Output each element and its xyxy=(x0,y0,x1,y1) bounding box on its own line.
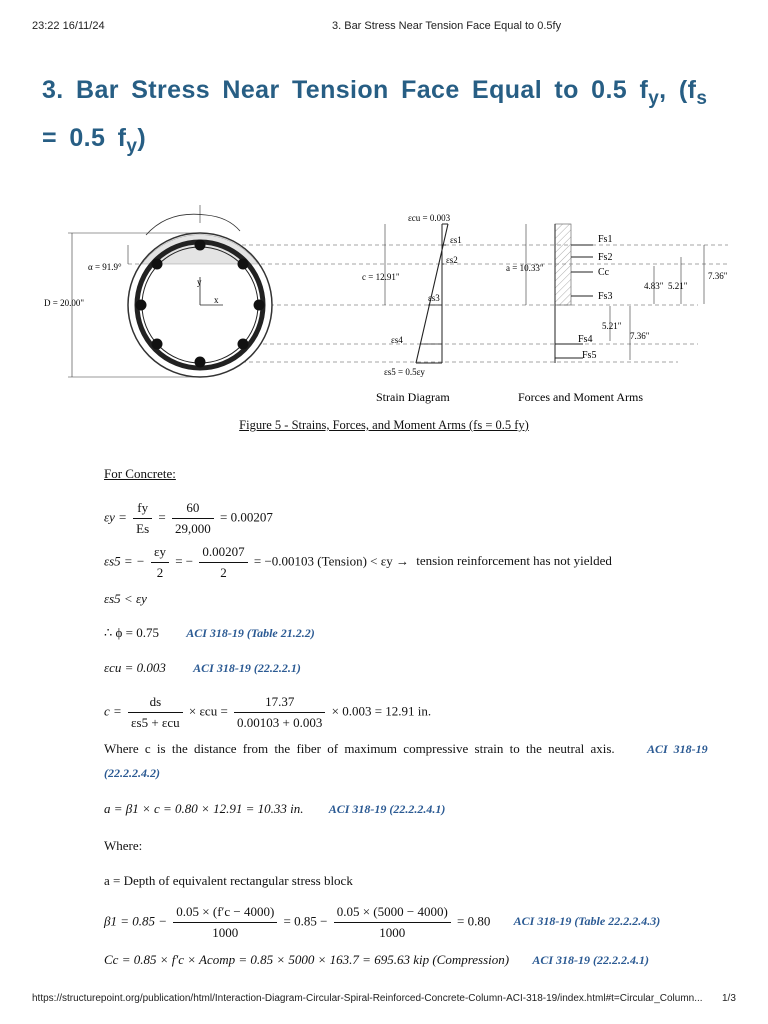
a-definition: a = Depth of equivalent rectangular stress block xyxy=(104,873,353,888)
equation-epsilon-y: εy = $\frac{fy}{Es}$ = $\frac{60}{29,000}$ = 0.00207 xyxy=(104,500,273,536)
fs3-label: Fs3 xyxy=(598,291,613,302)
equation-epsilon-s5: εs5 = − $\frac{\varepsilon y}{2}$ = − $\frac{0.00207}{2}$ = −0.00103 (Tension) < εy → tension reinforcement has not yielded xyxy=(104,544,612,580)
equation-cc: Cc = 0.85 × f′c × Acomp = 0.85 × 5000 × 163.7 = 695.63 kip (Compression) ACI 318-19 (22.2.2.4.1) xyxy=(104,952,650,967)
x-axis-label: x xyxy=(214,295,219,305)
alpha-label: α = 91.9° xyxy=(88,262,122,272)
reference-aci-318-19: ACI 318-19 xyxy=(646,742,708,756)
reference-22-2-2-1: ACI 318-19 (22.2.2.1) xyxy=(193,661,301,675)
equation-beta1: β1 = 0.85 − $\frac{0.05 \times (f'c - 4000)}{1000}$ = 0.85 − $\frac{0.05 \times (5000 - 4000)}{1000}$ = 0.80 ACI 318-19 (Table 22.2.2.4.3) xyxy=(104,904,661,940)
strain-diagram-label: Strain Diagram xyxy=(376,390,450,404)
reference-22-2-2-4-1: ACI 318-19 (22.2.2.4.1) xyxy=(328,802,446,816)
diameter-label: D = 20.00" xyxy=(44,298,84,308)
equation-c: c = $\frac{ds}{\text{εs5 + εcu}}$ × εcu = $\frac{17.37}{0.00103 + 0.003}$ × 0.003 = 12.91 in. xyxy=(104,694,432,730)
dim-7-36-label: 7.36" xyxy=(708,271,728,281)
forces-diagram-label: Forces and Moment Arms xyxy=(518,390,643,404)
equation-a: a = β1 × c = 0.80 × 12.91 = 10.33 in. ACI 318-19 (22.2.2.4.1) xyxy=(104,801,446,816)
page-title: 3. Bar Stress Near Tension Face Equal to 0.5 $f_y$, ($f_s$ = 0.5 $f_y$) xyxy=(42,76,708,157)
for-concrete-heading: For Concrete: xyxy=(104,466,176,481)
es2-label: εs2 xyxy=(446,255,458,265)
where-c-paragraph: Where c is the distance from the fiber of maximum compressive strain to the neutral axis. ACI 318-19 xyxy=(104,741,708,756)
es1-label: εs1 xyxy=(450,235,462,245)
dim-5-21b-label: 5.21" xyxy=(602,321,622,331)
fs2-label: Fs2 xyxy=(598,252,613,263)
footer-url[interactable]: https://structurepoint.org/publication/html/Interaction-Diagram-Circular-Spiral-Reinforced-Concrete-Column-ACI-318-19/index.html#t=Circular_Column... xyxy=(32,993,703,1004)
header-doc-title: 3. Bar Stress Near Tension Face Equal to 0.5fy xyxy=(332,20,562,32)
fs4-label: Fs4 xyxy=(578,334,593,345)
dim-5-21-label: 5.21" xyxy=(668,281,688,291)
where-c-reference: (22.2.2.4.2) xyxy=(104,766,160,780)
where-label: Where: xyxy=(104,838,143,853)
cc-label: Cc xyxy=(598,267,610,278)
equation-ecu: εcu = 0.003 ACI 318-19 (22.2.2.1) xyxy=(104,660,301,675)
c-label: c = 12.91" xyxy=(362,272,400,282)
fs1-label: Fs1 xyxy=(598,234,613,245)
footer-page-number: 1/3 xyxy=(722,993,736,1004)
es5-label: εs5 = 0.5εy xyxy=(384,367,425,377)
figure-caption: Figure 5 - Strains, Forces, and Moment Arms (fs = 0.5 fy) xyxy=(239,418,529,432)
header-timestamp: 23:22 16/11/24 xyxy=(32,20,105,32)
reference-cc-22-2-2-4-1: ACI 318-19 (22.2.2.4.1) xyxy=(532,953,650,967)
reference-table-22-2-2-4-3: ACI 318-19 (Table 22.2.2.4.3) xyxy=(513,914,661,929)
equation-phi: ∴ ϕ = 0.75 ACI 318-19 (Table 21.2.2) xyxy=(104,625,315,640)
reference-table-21-2-2: ACI 318-19 (Table 21.2.2) xyxy=(186,626,315,640)
fs5-label: Fs5 xyxy=(582,350,597,361)
es3-label: εs3 xyxy=(428,293,440,303)
es4-label: εs4 xyxy=(391,335,403,345)
dim-4-83-label: 4.83" xyxy=(644,281,664,291)
strain-diagram xyxy=(362,213,462,404)
strain-force-figure xyxy=(44,205,738,405)
forces-diagram xyxy=(506,224,728,404)
y-axis-label: y xyxy=(197,277,202,287)
dim-7-36b-label: 7.36" xyxy=(630,331,650,341)
equation-es5-less-ey: εs5 < εy xyxy=(104,591,147,606)
column-section xyxy=(44,205,272,377)
a-label: a = 10.33" xyxy=(506,263,544,273)
ecu-label: εcu = 0.003 xyxy=(408,213,451,223)
